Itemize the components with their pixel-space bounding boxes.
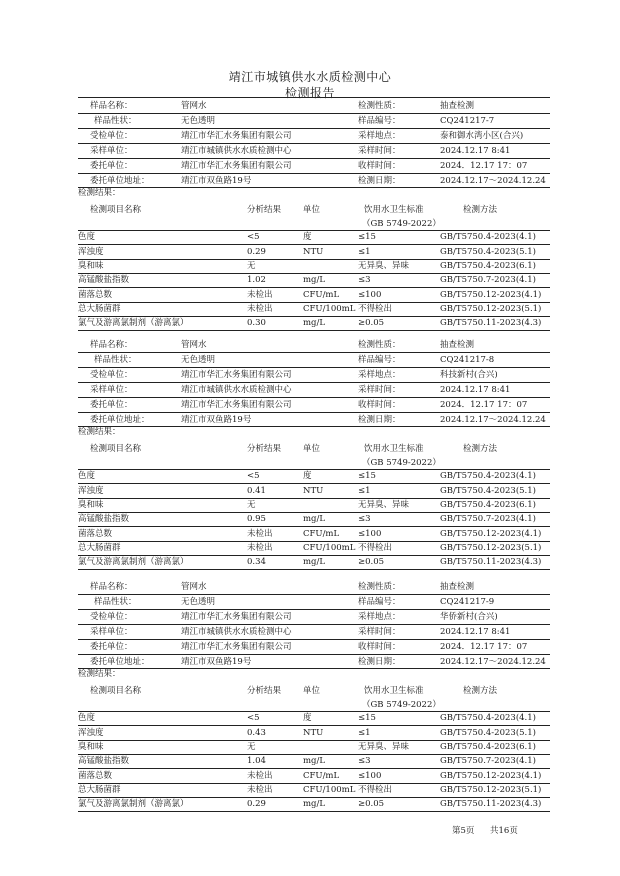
sample-number-label: 样品编号： (358, 597, 401, 607)
row-standard: ≤1 (358, 247, 371, 257)
row-method: GB/T5750.4-2023(4.1) (440, 232, 536, 242)
report-subtitle: 检测报告 (284, 86, 335, 100)
row-result: 0.41 (247, 486, 266, 496)
row-result: 0.95 (247, 514, 266, 524)
inspected-unit-label: 受检单位： (90, 612, 133, 622)
col-header-standard: 饮用水卫生标准 (364, 205, 424, 215)
sampling-unit-value: 靖江市城镇供水水质检测中心 (181, 385, 292, 395)
row-method: GB/T5750.12-2023(4.1) (440, 290, 542, 300)
col-header-method: 检测方法 (463, 444, 498, 454)
col-header-standard: 饮用水卫生标准 (364, 444, 424, 454)
field-rule (78, 609, 550, 610)
sampling-time-label: 采样时间： (358, 146, 401, 156)
row-result: 无 (247, 261, 256, 271)
row-result: 0.43 (247, 728, 266, 738)
row-result: 未检出 (247, 529, 273, 539)
row-standard: ≤100 (358, 290, 382, 300)
row-item: 臭和味 (78, 742, 104, 752)
row-method: GB/T5750.11-2023(4.3) (440, 799, 542, 809)
row-method: GB/T5750.12-2023(4.1) (440, 529, 542, 539)
sample-property-value: 无色透明 (181, 597, 216, 607)
row-item: 色度 (78, 232, 96, 242)
row-rule (78, 259, 550, 260)
row-result: 未检出 (247, 290, 273, 300)
row-unit: CFU/100mL (303, 785, 356, 795)
test-nature-value: 抽查检测 (440, 340, 475, 350)
sampling-site-label: 采样地点： (358, 370, 401, 380)
row-unit: 度 (303, 471, 312, 481)
col-header-result: 分析结果 (247, 444, 282, 454)
row-method: GB/T5750.4-2023(4.1) (440, 713, 536, 723)
field-rule (78, 397, 550, 398)
row-rule (78, 541, 550, 542)
page-total: 共16页 (490, 826, 518, 836)
field-rule (78, 668, 550, 669)
row-rule (78, 768, 550, 769)
row-result: 未检出 (247, 785, 273, 795)
field-rule (78, 352, 550, 353)
row-unit: mg/L (303, 799, 326, 809)
row-method: GB/T5750.4-2023(5.1) (440, 486, 536, 496)
row-item: 色度 (78, 471, 96, 481)
field-rule (78, 113, 550, 114)
row-method: GB/T5750.12-2023(5.1) (440, 304, 542, 314)
row-method: GB/T5750.4-2023(6.1) (440, 261, 536, 271)
row-item: 菌落总数 (78, 771, 113, 781)
row-standard: 不得检出 (358, 304, 393, 314)
row-standard: ≤3 (358, 275, 371, 285)
sample-name-value: 管网水 (181, 582, 207, 592)
row-item: 色度 (78, 713, 96, 723)
sampling-site-value: 华侨新村(合兴) (440, 612, 498, 622)
row-item: 臭和味 (78, 500, 104, 510)
report-title: 靖江市城镇供水水质检测中心 (228, 70, 392, 84)
title-rule (78, 97, 550, 98)
row-rule (78, 783, 550, 784)
row-result: 0.29 (247, 247, 266, 257)
inspected-unit-value: 靖江市华汇水务集团有限公司 (181, 612, 292, 622)
row-standard: 不得检出 (358, 543, 393, 553)
row-unit: CFU/100mL (303, 304, 356, 314)
field-rule (78, 594, 550, 595)
col-header-standard-code: （GB 5749-2022） (362, 700, 441, 710)
sample-property-label: 样品性状： (94, 116, 137, 126)
test-date-value: 2024.12.17～2024.12.24 (440, 657, 546, 667)
row-result: <5 (247, 232, 260, 242)
sample-number-label: 样品编号： (358, 355, 401, 365)
client-address-label: 委托单位地址： (90, 176, 150, 186)
row-rule (78, 526, 550, 527)
row-unit: mg/L (303, 318, 326, 328)
client-unit-label: 委托单位： (90, 161, 133, 171)
sample-name-label: 样品名称： (90, 340, 133, 350)
sample-name-value: 管网水 (181, 340, 207, 350)
row-method: GB/T5750.4-2023(6.1) (440, 742, 536, 752)
results-label: 检测结果： (78, 188, 121, 198)
results-label: 检测结果： (78, 669, 121, 679)
test-nature-label: 检测性质： (358, 101, 401, 111)
test-date-label: 检测日期： (358, 415, 401, 425)
receive-time-label: 收样时间： (358, 642, 401, 652)
row-standard: 无异臭、异味 (358, 742, 410, 752)
row-rule (78, 811, 550, 812)
row-method: GB/T5750.12-2023(4.1) (440, 771, 542, 781)
row-item: 高锰酸盐指数 (78, 756, 130, 766)
col-header-unit: 单位 (303, 444, 321, 454)
row-result: 未检出 (247, 543, 273, 553)
row-rule (78, 244, 550, 245)
row-method: GB/T5750.12-2023(5.1) (440, 543, 542, 553)
row-unit: 度 (303, 713, 312, 723)
row-method: GB/T5750.7-2023(4.1) (440, 514, 536, 524)
row-standard: ≤15 (358, 232, 376, 242)
row-result: <5 (247, 471, 260, 481)
field-rule (78, 412, 550, 413)
row-rule (78, 797, 550, 798)
sampling-time-value: 2024.12.17 8:41 (440, 385, 511, 395)
sample-name-label: 样品名称： (90, 582, 133, 592)
field-rule (78, 639, 550, 640)
row-unit: CFU/mL (303, 529, 340, 539)
row-item: 总大肠菌群 (78, 785, 121, 795)
col-header-standard-code: （GB 5749-2022） (362, 219, 441, 229)
inspected-unit-value: 靖江市华汇水务集团有限公司 (181, 370, 292, 380)
sampling-unit-value: 靖江市城镇供水水质检测中心 (181, 146, 292, 156)
sampling-time-value: 2024.12.17 8:41 (440, 627, 511, 637)
row-result: 0.30 (247, 318, 266, 328)
test-nature-value: 抽查检测 (440, 101, 475, 111)
col-header-item: 检测项目名称 (90, 205, 142, 215)
row-standard: ≤1 (358, 486, 371, 496)
header-rule (78, 230, 550, 231)
field-rule (78, 187, 550, 188)
col-header-method: 检测方法 (463, 205, 498, 215)
sample-property-label: 样品性状： (94, 355, 137, 365)
row-method: GB/T5750.4-2023(5.1) (440, 728, 536, 738)
row-rule (78, 330, 550, 331)
row-rule (78, 740, 550, 741)
sample-name-label: 样品名称： (90, 101, 133, 111)
row-standard: ≤100 (358, 529, 382, 539)
row-item: 高锰酸盐指数 (78, 514, 130, 524)
row-item: 浑浊度 (78, 728, 104, 738)
row-standard: ≤100 (358, 771, 382, 781)
row-unit: 度 (303, 232, 312, 242)
row-standard: ≤1 (358, 728, 371, 738)
inspected-unit-label: 受检单位： (90, 131, 133, 141)
row-standard: ≥0.05 (358, 557, 385, 567)
sampling-site-value: 泰和御水湾小区(合兴) (440, 131, 524, 141)
col-header-method: 检测方法 (463, 686, 498, 696)
field-rule (78, 143, 550, 144)
row-rule (78, 754, 550, 755)
field-rule (78, 367, 550, 368)
client-unit-value: 靖江市华汇水务集团有限公司 (181, 642, 292, 652)
sample-name-value: 管网水 (181, 101, 207, 111)
col-header-unit: 单位 (303, 686, 321, 696)
sample-number-value: CQ241217-8 (440, 355, 495, 365)
col-header-item: 检测项目名称 (90, 686, 142, 696)
client-address-value: 靖江市双鱼路19号 (181, 415, 252, 425)
row-standard: ≥0.05 (358, 799, 385, 809)
results-label: 检测结果： (78, 427, 121, 437)
row-unit: mg/L (303, 514, 326, 524)
row-rule (78, 569, 550, 570)
row-standard: ≤3 (358, 756, 371, 766)
row-rule (78, 498, 550, 499)
row-method: GB/T5750.7-2023(4.1) (440, 275, 536, 285)
row-method: GB/T5750.11-2023(4.3) (440, 557, 542, 567)
field-rule (78, 128, 550, 129)
row-result: 未检出 (247, 771, 273, 781)
row-unit: NTU (303, 728, 324, 738)
row-method: GB/T5750.7-2023(4.1) (440, 756, 536, 766)
client-unit-value: 靖江市华汇水务集团有限公司 (181, 161, 292, 171)
row-unit: CFU/100mL (303, 543, 356, 553)
row-unit: mg/L (303, 275, 326, 285)
header-rule (78, 469, 550, 470)
test-date-value: 2024.12.17～2024.12.24 (440, 176, 546, 186)
test-date-value: 2024.12.17～2024.12.24 (440, 415, 546, 425)
row-rule (78, 555, 550, 556)
receive-time-label: 收样时间： (358, 400, 401, 410)
col-header-standard-code: （GB 5749-2022） (362, 458, 441, 468)
row-result: 无 (247, 500, 256, 510)
col-header-unit: 单位 (303, 205, 321, 215)
row-rule (78, 725, 550, 726)
row-item: 氯气及游离氯制剂（游离氯） (78, 318, 189, 328)
page-number: 第5页 (452, 826, 475, 836)
row-result: 未检出 (247, 304, 273, 314)
row-rule (78, 273, 550, 274)
row-unit: CFU/mL (303, 290, 340, 300)
field-rule (78, 173, 550, 174)
field-rule (78, 654, 550, 655)
row-method: GB/T5750.11-2023(4.3) (440, 318, 542, 328)
client-unit-label: 委托单位： (90, 400, 133, 410)
row-item: 浑浊度 (78, 247, 104, 257)
row-rule (78, 302, 550, 303)
test-date-label: 检测日期： (358, 657, 401, 667)
client-unit-label: 委托单位： (90, 642, 133, 652)
col-header-result: 分析结果 (247, 205, 282, 215)
row-result: 无 (247, 742, 256, 752)
row-item: 菌落总数 (78, 529, 113, 539)
sample-property-label: 样品性状： (94, 597, 137, 607)
row-item: 高锰酸盐指数 (78, 275, 130, 285)
row-standard: 不得检出 (358, 785, 393, 795)
col-header-result: 分析结果 (247, 686, 282, 696)
inspected-unit-value: 靖江市华汇水务集团有限公司 (181, 131, 292, 141)
sampling-unit-label: 采样单位： (90, 385, 133, 395)
row-rule (78, 483, 550, 484)
client-address-value: 靖江市双鱼路19号 (181, 657, 252, 667)
sampling-site-label: 采样地点： (358, 612, 401, 622)
row-rule (78, 512, 550, 513)
row-item: 氯气及游离氯制剂（游离氯） (78, 557, 189, 567)
sample-property-value: 无色透明 (181, 116, 216, 126)
test-nature-value: 抽查检测 (440, 582, 475, 592)
row-method: GB/T5750.12-2023(5.1) (440, 785, 542, 795)
client-address-label: 委托单位地址： (90, 657, 150, 667)
sample-number-value: CQ241217-9 (440, 597, 495, 607)
row-rule (78, 287, 550, 288)
row-unit: NTU (303, 247, 324, 257)
test-nature-label: 检测性质： (358, 340, 401, 350)
row-result: 1.04 (247, 756, 266, 766)
col-header-standard: 饮用水卫生标准 (364, 686, 424, 696)
row-unit: CFU/mL (303, 771, 340, 781)
sampling-unit-label: 采样单位： (90, 146, 133, 156)
row-item: 菌落总数 (78, 290, 113, 300)
receive-time-value: 2024．12.17 17：07 (440, 400, 528, 410)
row-item: 总大肠菌群 (78, 304, 121, 314)
inspected-unit-label: 受检单位： (90, 370, 133, 380)
sampling-site-value: 科技新村(合兴) (440, 370, 498, 380)
receive-time-value: 2024．12.17 17：07 (440, 161, 528, 171)
row-unit: NTU (303, 486, 324, 496)
sample-number-value: CQ241217-7 (440, 116, 495, 126)
row-standard: 无异臭、异味 (358, 261, 410, 271)
sampling-time-label: 采样时间： (358, 385, 401, 395)
sampling-time-value: 2024.12.17 8:41 (440, 146, 511, 156)
col-header-item: 检测项目名称 (90, 444, 142, 454)
sample-property-value: 无色透明 (181, 355, 216, 365)
sample-number-label: 样品编号： (358, 116, 401, 126)
row-item: 浑浊度 (78, 486, 104, 496)
row-item: 总大肠菌群 (78, 543, 121, 553)
field-rule (78, 426, 550, 427)
field-rule (78, 624, 550, 625)
sampling-unit-label: 采样单位： (90, 627, 133, 637)
test-date-label: 检测日期： (358, 176, 401, 186)
row-method: GB/T5750.4-2023(5.1) (440, 247, 536, 257)
row-result: 0.34 (247, 557, 266, 567)
client-unit-value: 靖江市华汇水务集团有限公司 (181, 400, 292, 410)
row-standard: ≤3 (358, 514, 371, 524)
sampling-site-label: 采样地点： (358, 131, 401, 141)
row-unit: mg/L (303, 756, 326, 766)
row-item: 氯气及游离氯制剂（游离氯） (78, 799, 189, 809)
field-rule (78, 382, 550, 383)
row-standard: 无异臭、异味 (358, 500, 410, 510)
row-rule (78, 316, 550, 317)
receive-time-label: 收样时间： (358, 161, 401, 171)
client-address-label: 委托单位地址： (90, 415, 150, 425)
row-method: GB/T5750.4-2023(6.1) (440, 500, 536, 510)
row-standard: ≤15 (358, 471, 376, 481)
row-result: 1.02 (247, 275, 266, 285)
row-standard: ≤15 (358, 713, 376, 723)
test-nature-label: 检测性质： (358, 582, 401, 592)
row-standard: ≥0.05 (358, 318, 385, 328)
field-rule (78, 158, 550, 159)
row-unit: mg/L (303, 557, 326, 567)
header-rule (78, 711, 550, 712)
row-item: 臭和味 (78, 261, 104, 271)
client-address-value: 靖江市双鱼路19号 (181, 176, 252, 186)
row-result: 0.29 (247, 799, 266, 809)
sampling-time-label: 采样时间： (358, 627, 401, 637)
row-result: <5 (247, 713, 260, 723)
sampling-unit-value: 靖江市城镇供水水质检测中心 (181, 627, 292, 637)
receive-time-value: 2024．12.17 17：07 (440, 642, 528, 652)
row-method: GB/T5750.4-2023(4.1) (440, 471, 536, 481)
